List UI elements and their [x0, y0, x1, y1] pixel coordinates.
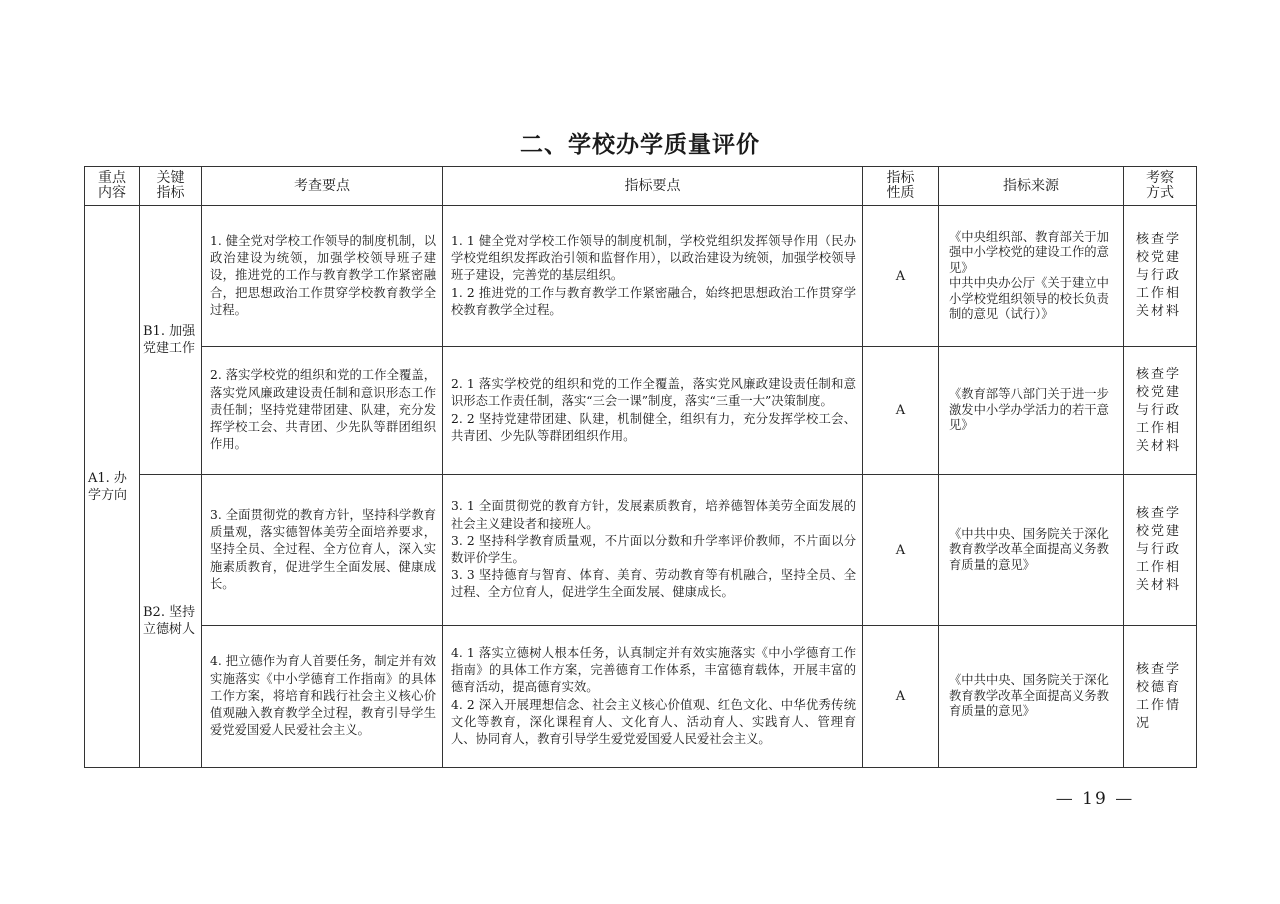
check-point-cell: 3. 全面贯彻党的教育方针，坚持科学教育质量观，落实德智体美劳全面培养要求，坚持全员、全过程、全方位育人，深入实施素质教育，促进学生全面发展、健康成长。	[202, 475, 443, 626]
source-cell: 《中共中央、国务院关于深化教育教学改革全面提高义务教育质量的意见》	[939, 626, 1124, 768]
method-cell: 核查学校党建与行政工作相关材料	[1124, 347, 1197, 475]
table-row	[85, 206, 1197, 347]
source-cell: 《中央组织部、教育部关于加强中小学校党的建设工作的意见》 中共中央办公厅《关于建立中小学校党组织领导的校长负责制的意见（试行）》	[939, 206, 1124, 347]
page-number: 19	[1082, 789, 1108, 809]
check-point-cell: 2. 落实学校党的组织和党的工作全覆盖，落实党风廉政建设责任制和意识形态工作责任制；坚持党建带团建、队建，充分发挥学校工会、共青团、少先队等群团组织作用。	[202, 347, 443, 475]
nature-cell: A	[863, 626, 939, 768]
header-nature: 指标 性质	[863, 167, 939, 206]
method-cell: 核查学校党建与行政工作相关材料	[1124, 475, 1197, 626]
source-cell: 《教育部等八部门关于进一步激发中小学办学活力的若干意见》	[939, 347, 1124, 475]
source-cell: 《中共中央、国务院关于深化教育教学改革全面提高义务教育质量的意见》	[939, 475, 1124, 626]
method-cell: 核查学校德育工作情况	[1124, 626, 1197, 768]
check-point-cell: 4. 把立德作为育人首要任务，制定并有效实施落实《中小学德育工作指南》的具体工作方案，将培育和践行社会主义核心价值观融入教育教学全过程，教育引导学生爱党爱国爱人民爱社会主义。	[202, 626, 443, 768]
nature-cell: A	[863, 475, 939, 626]
nature-cell: A	[863, 206, 939, 347]
focus-cell-a1: A1. 办学方向	[85, 206, 140, 768]
evaluation-table	[84, 166, 1197, 768]
header-focus: 重点 内容	[85, 167, 140, 206]
indicator-point-cell: 4. 1 落实立德树人根本任务，认真制定并有效实施落实《中小学德育工作指南》的具体工作方案，完善德育工作体系，丰富德育载体，开展丰富的德育活动，提高德育实效。 4. 2 深入开展理想信念、社会主义核心价值观、红色文化、中华优秀传统文化等教育，深化课程育人、文化育人、活动育人、实践育人、管理育人、协同育人，教育引导学生爱党爱国爱人民爱社会主义。	[443, 626, 863, 768]
page-footer	[1050, 789, 1140, 809]
table-row	[85, 347, 1197, 475]
table-row	[85, 475, 1197, 626]
check-point-cell: 1. 健全党对学校工作领导的制度机制，以政治建设为统领，加强学校领导班子建设，推进党的工作与教育教学工作紧密融合，把思想政治工作贯穿学校教育教学全过程。	[202, 206, 443, 347]
page-title: 二、学校办学质量评价	[520, 132, 760, 158]
footer-dash-left: —	[1055, 789, 1075, 809]
key-cell-b1: B1. 加强党建工作	[140, 206, 202, 475]
footer-dash-right: —	[1115, 789, 1135, 809]
header-method: 考察 方式	[1124, 167, 1197, 206]
table-header-row	[85, 167, 1197, 206]
header-source: 指标来源	[939, 167, 1124, 206]
table-row	[85, 626, 1197, 768]
method-cell: 核查学校党建与行政工作相关材料	[1124, 206, 1197, 347]
header-indicator-points: 指标要点	[443, 167, 863, 206]
indicator-point-cell: 2. 1 落实学校党的组织和党的工作全覆盖，落实党风廉政建设责任制和意识形态工作责任制，落实“三会一课”制度，落实“三重一大”决策制度。 2. 2 坚持党建带团建、队建，机制健全，组织有力，充分发挥学校工会、共青团、少先队等群团组织作用。	[443, 347, 863, 475]
header-key-indicator: 关键 指标	[140, 167, 202, 206]
nature-cell: A	[863, 347, 939, 475]
indicator-point-cell: 3. 1 全面贯彻党的教育方针，发展素质教育，培养德智体美劳全面发展的社会主义建设者和接班人。 3. 2 坚持科学教育质量观，不片面以分数和升学率评价教师，不片面以分数评价学生。 3. 3 坚持德育与智育、体育、美育、劳动教育等有机融合，坚持全员、全过程、全方位育人，促进学生全面发展、健康成长。	[443, 475, 863, 626]
header-check-points: 考查要点	[202, 167, 443, 206]
key-cell-b2: B2. 坚持立德树人	[140, 475, 202, 768]
indicator-point-cell: 1. 1 健全党对学校工作领导的制度机制，学校党组织发挥领导作用（民办学校党组织发挥政治引领和监督作用），以政治建设为统领，加强学校领导班子建设，完善党的基层组织。 1. 2 推进党的工作与教育教学工作紧密融合，始终把思想政治工作贯穿学校教育教学全过程。	[443, 206, 863, 347]
